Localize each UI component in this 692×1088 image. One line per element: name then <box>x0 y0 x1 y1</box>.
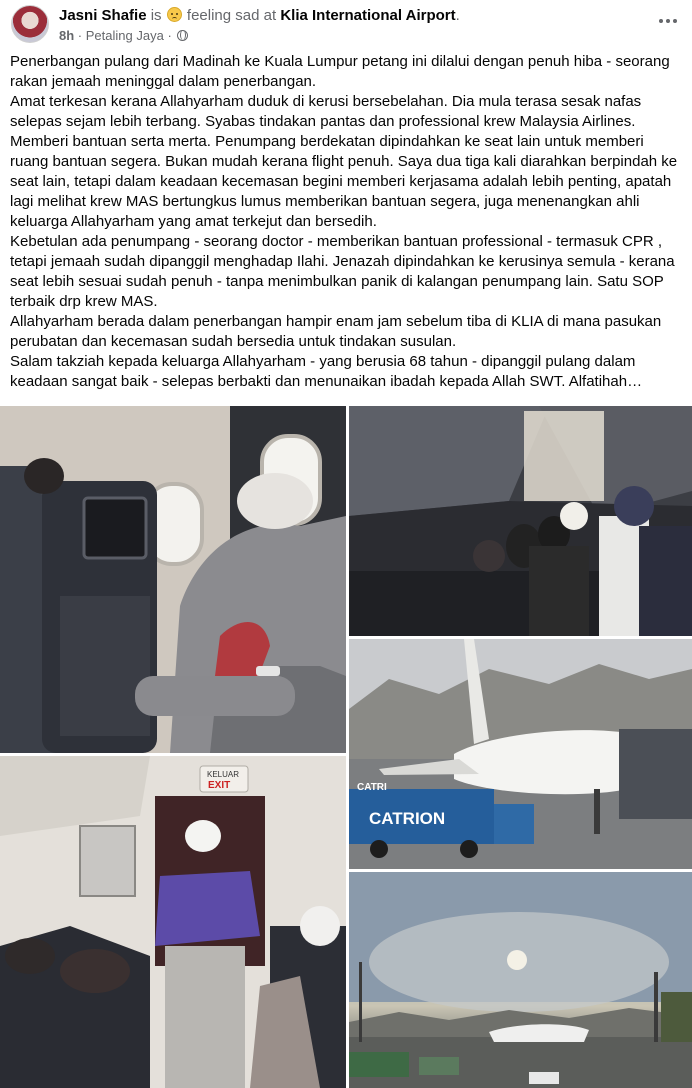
post-paragraph: Penerbangan pulang dari Madinah ke Kuala Lumpur petang ini dilalui dengan penuh hiba - seorang rakan jemaah meninggal dalam penerbangan. <box>10 53 670 90</box>
photo-cabin-window-seat[interactable] <box>0 406 346 753</box>
place-link[interactable]: Klia International Airport <box>280 7 456 24</box>
more-horizontal-icon[interactable] <box>656 9 680 33</box>
author-line <box>59 6 460 25</box>
post-location[interactable]: Petaling Jaya <box>85 28 164 43</box>
post-paragraph: Salam takziah kepada keluarga Allahyarham - yang berusia 68 tahun - dipanggil pulang dalam keadaan sangat baik - selepas berbakti dan menunaikan ibadah kepada Allah SWT. Alfatihah… <box>10 353 643 390</box>
photo-cabin-aisle-crowd-art <box>349 406 692 636</box>
photo-cabin-window-seat-art <box>0 406 346 753</box>
post-paragraph: Allahyarham berada dalam penerbangan hampir enam jam sebelum tiba di KLIA di mana pasukan perubatan dan kecemasan sudah bersedia untuk tindakan susulan. <box>10 313 662 350</box>
truck-brand-text-2: CATRI <box>357 782 387 793</box>
exit-sign-top: KELUAR <box>207 770 240 779</box>
photo-aircraft-at-gate[interactable] <box>349 639 692 869</box>
avatar[interactable] <box>11 5 49 43</box>
truck-brand-text: CATRION <box>369 809 446 828</box>
post-paragraph: Memberi bantuan serta merta. Penumpang berdekatan dipindahkan ke seat lain untuk memberi ruang bantuan segera. Bukan mudah kerana flight penuh. Saya dua tiga kali diarahkan berpindah ke seat lain, tetapi dalam keadaan kecemasan begini memberi kerjasama adalah lebih penting, apatah lagi melihat krew MAS bertungkus lumus memberikan bantuan segera, juga menenangkan ahli keluarga Allahyarham yang amat terkejut dan bersedih. <box>10 133 678 230</box>
photo-airport-apron-art <box>349 872 692 1088</box>
photo-cabin-exit-door[interactable] <box>0 756 346 1088</box>
post-header <box>0 0 692 50</box>
is-word: is <box>150 7 162 24</box>
meta-separator-2: · <box>167 28 172 43</box>
post-paragraph: Kebetulan ada penumpang - seorang doctor - memberikan bantuan professional - termasuk CPR , tetapi jemaah sudah dipanggil menghadap Ilahi. Jenazah dipindahkan ke kerusinya semula - kerana seat lebih sesuai sudah penuh - tanpa menimbulkan panik di kalangan penumpang lain. Satu SOP terbaik drp krew MAS. <box>10 233 675 310</box>
globe-icon[interactable] <box>177 30 188 41</box>
post-paragraph: Amat terkesan kerana Allahyarham duduk di kerusi bersebelahan. Dia mula terasa sesak nafas selepas sejam lebih terbang. Syabas tindakan pantas dan professional krew Malaysia Airlines. <box>10 93 642 130</box>
post-time[interactable]: 8h <box>59 28 75 43</box>
photo-airport-apron[interactable] <box>349 872 692 1088</box>
exit-sign-bottom: EXIT <box>208 780 231 791</box>
feeling-text: feeling sad at <box>186 7 277 24</box>
photo-aircraft-at-gate-art <box>349 639 692 869</box>
post-meta <box>59 27 188 44</box>
sad-face-emoji-icon <box>167 7 182 22</box>
post-body <box>10 52 686 392</box>
period: . <box>455 7 460 24</box>
meta-separator: · <box>77 28 83 43</box>
photo-cabin-aisle-crowd[interactable] <box>349 406 692 636</box>
photo-cabin-exit-door-art <box>0 756 346 1088</box>
author-name[interactable]: Jasni Shafie <box>59 7 147 24</box>
